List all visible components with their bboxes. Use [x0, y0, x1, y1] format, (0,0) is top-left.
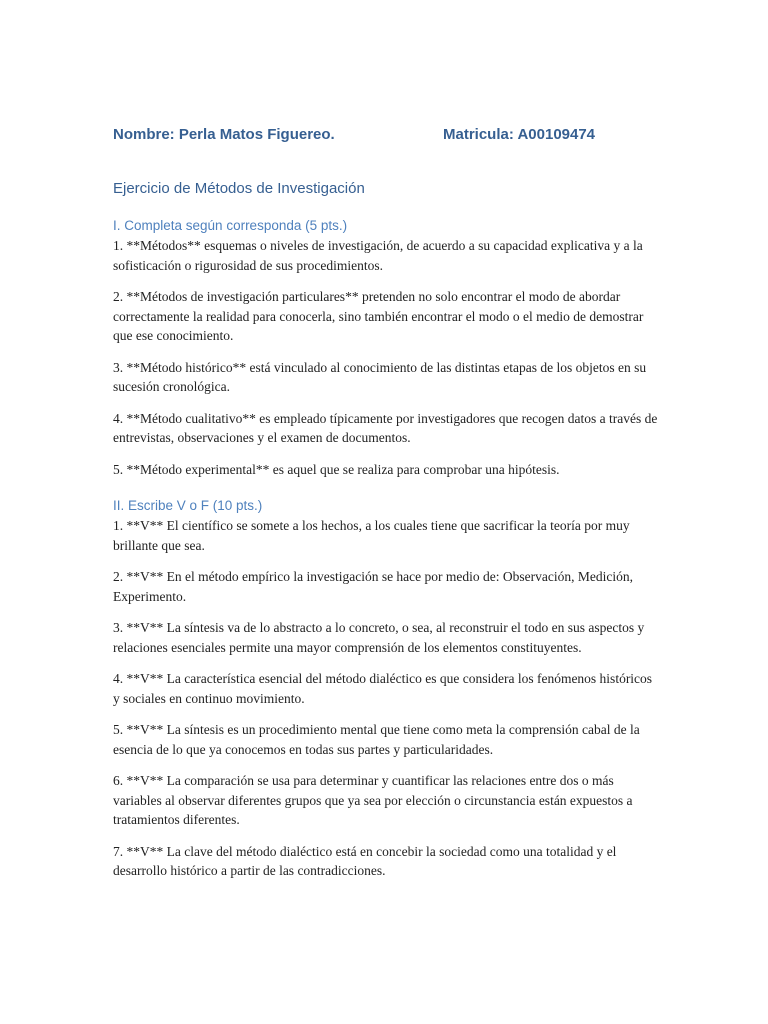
answer-item: 4. **V** La característica esencial del método dialéctico es que considera los fenómenos históricos y sociales en continuo movimiento.: [113, 671, 653, 706]
answer-item: 3. **V** La síntesis va de lo abstracto a lo concreto, o sea, al reconstruir el todo en sus aspectos y relaciones esenciales permite una mayor comprensión de los elementos constituyentes.: [113, 620, 645, 655]
student-header: [113, 124, 658, 146]
answer-item: 7. **V** La clave del método dialéctico está en concebir la sociedad como una totalidad y el desarrollo histórico a partir de las contradicciones.: [113, 843, 617, 878]
section-heading: I. Completa según corresponda (5 pts.): [113, 218, 348, 233]
section-completa: [113, 216, 658, 479]
answer-item: 3. **Método histórico** está vinculado al conocimiento de las distintas etapas de los objetos en su sucesión cronológica.: [113, 359, 647, 394]
document-content: [113, 124, 658, 881]
answer-item: 2. **V** En el método empírico la investigación se hace por medio de: Observación, Medición, Experimento.: [113, 569, 633, 604]
answer-item: 5. **V** La síntesis es un procedimiento mental que tiene como meta la comprensión cabal de la esencia de lo que ya conocemos en todas sus partes y particularidades.: [113, 722, 640, 757]
answer-item: 4. **Método cualitativo** es empleado típicamente por investigadores que recogen datos a través de entrevistas, observaciones y el examen de documentos.: [113, 410, 658, 445]
answer-item: 5. **Método experimental** es aquel que se realiza para comprobar una hipótesis.: [113, 461, 560, 477]
student-name: Nombre: Perla Matos Figuereo.: [113, 126, 335, 143]
section-heading: II. Escribe V o F (10 pts.): [113, 498, 263, 513]
answer-item: 2. **Métodos de investigación particulares** pretenden no solo encontrar el modo de abordar correctamente la realidad para conocerla, sino también encontrar el modo o el medio de demostrar que ese conocimiento.: [113, 289, 644, 343]
student-matricula: Matricula: A00109474: [443, 126, 596, 143]
exercise-title: Ejercicio de Métodos de Investigación: [113, 180, 365, 197]
section-verdadero-falso: [113, 496, 658, 881]
answer-item: 6. **V** La comparación se usa para determinar y cuantificar las relaciones entre dos o más variables al observar diferentes grupos que ya sea por elección o circunstancia están expuestos a tratamientos diferentes.: [113, 773, 633, 827]
answer-item: 1. **V** El científico se somete a los hechos, a los cuales tiene que sacrificar la teoría por muy brillante que sea.: [113, 518, 630, 553]
answer-item: 1. **Métodos** esquemas o niveles de investigación, de acuerdo a su capacidad explicativa y a la sofisticación o rigurosidad de sus procedimientos.: [113, 238, 643, 273]
